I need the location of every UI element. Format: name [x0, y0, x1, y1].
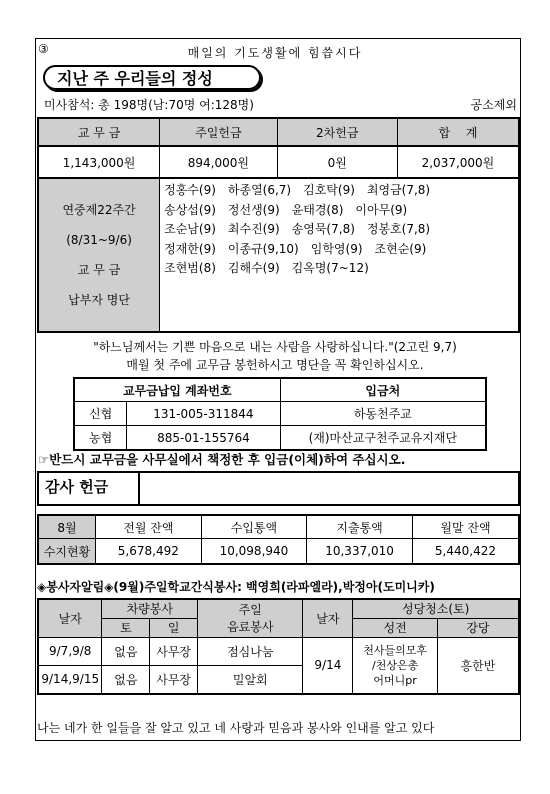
finance-month-label: 8월 — [38, 515, 96, 539]
finance-status-label: 수지현황 — [38, 539, 96, 565]
finance-header-cell: 월말 잔액 — [412, 515, 519, 539]
clean-hall: 흥한반 — [437, 637, 519, 694]
finance-value-cell: 5,678,492 — [96, 539, 202, 565]
hall-header: 강당 — [437, 618, 519, 637]
offering-table — [37, 117, 520, 333]
volunteer-header-row — [38, 599, 519, 618]
volunteer-sun: 사무장 — [150, 665, 198, 694]
account-holder-header: 입금처 — [280, 378, 486, 402]
footer-verse: 나는 네가 한 일들을 잘 알고 있고 네 사랑과 믿음과 봉사와 인내를 알고 있다 — [37, 721, 435, 735]
account-holder: (재)마산교구천주교유지재단 — [280, 426, 486, 451]
finance-header-cell: 수입통액 — [201, 515, 307, 539]
account-holder: 하동천주교 — [280, 402, 486, 426]
volunteer-row — [38, 637, 519, 665]
sanctuary-header: 성전 — [353, 618, 438, 637]
finance-value-cell: 10,337,010 — [307, 539, 413, 565]
attendance-summary: 미사참석: 총 198명(남:70명 여:128명) — [44, 98, 254, 112]
offering-amount-cell: 2,037,000원 — [397, 146, 519, 178]
finance-table — [37, 514, 520, 565]
donor-line: 정홍수(9) 하종열(6,7) 김호탁(9) 최영금(7,8) — [164, 183, 431, 197]
donor-line: 송상섭(9) 정선생(9) 윤태경(8) 이아무(9) — [164, 202, 408, 217]
volunteer-table — [37, 598, 520, 695]
finance-header-cell: 지출통액 — [307, 515, 413, 539]
offering-amount-cell: 894,000원 — [160, 146, 278, 178]
header-slogan: 매일의 기도생활에 힘씁시다 — [187, 46, 363, 60]
sun-header: 일 — [150, 618, 198, 637]
account-header: 교무금납입 계좌번호 — [74, 378, 280, 402]
offering-amount-cell: 0원 — [277, 146, 397, 178]
date-header: 날자 — [38, 599, 102, 637]
volunteer-drinks: 밀알회 — [198, 665, 303, 694]
bank-name: 농협 — [74, 426, 127, 451]
volunteer-sat: 없음 — [102, 637, 150, 665]
finance-value-cell: 5,440,422 — [412, 539, 519, 565]
clean-sanctuary: 천사들의모후 /천상은총 어머니pr — [353, 637, 438, 694]
offering-header-cell: 합 계 — [397, 118, 519, 146]
thanks-offering-label: 감사 헌금 — [37, 471, 140, 506]
donor-line: 조현범(8) 김해수(9) 김옥명(7~12) — [164, 261, 369, 275]
section-title: 지난 주 우리들의 정성 — [43, 65, 261, 90]
volunteer-sat: 없음 — [102, 665, 150, 694]
offering-header-cell: 교 무 금 — [38, 118, 160, 146]
donor-row — [38, 178, 519, 332]
account-header-row — [74, 378, 486, 402]
account-row — [74, 426, 486, 451]
finance-header-cell: 전월 잔액 — [96, 515, 202, 539]
donor-line: 정재한(9) 이종규(9,10) 임학영(9) 조현순(9) — [164, 241, 427, 256]
offering-header-row — [38, 118, 519, 146]
offering-amount-row — [38, 146, 519, 178]
account-number: 885-01-155764 — [127, 426, 280, 451]
donor-line: 조순남(9) 최수진(9) 송영묵(7,8) 정봉호(7,8) — [164, 222, 431, 236]
finance-value-row — [38, 539, 519, 565]
volunteer-title: ◈봉사자알림◈(9월)주일학교간식봉사: 백영희(라파엘라),박정아(도미니카) — [37, 580, 435, 594]
offering-amount-cell: 1,143,000원 — [38, 146, 160, 178]
finance-value-cell: 10,098,940 — [201, 539, 307, 565]
volunteer-sun: 사무장 — [150, 637, 198, 665]
date2-header: 날자 — [303, 599, 353, 637]
sat-header: 토 — [102, 618, 150, 637]
drinks-header: 주일 음료봉사 — [198, 599, 303, 637]
scripture-quote: "하느님께서는 기쁜 마음으로 내는 사람을 사랑하십니다."(2고린 9,7) 매월 첫 주에 교무금 봉헌하시고 명단을 꼭 확인하십시오. — [93, 340, 457, 372]
offering-header-cell: 2차헌금 — [277, 118, 397, 146]
exclusion-note: 공소제외 — [470, 98, 517, 112]
finance-header-row — [38, 515, 519, 539]
cleaning-header: 성당청소(토) — [353, 599, 519, 618]
page-number: ③ — [38, 42, 49, 56]
payment-notice: ☞반드시 교무금을 사무실에서 책정한 후 입금(이체)하여 주십시오. — [38, 452, 406, 467]
offering-header-cell: 주일헌금 — [160, 118, 278, 146]
donor-list-label: 연중제22주간 (8/31~9/6) 교 무 금 납부자 명단 — [38, 178, 160, 332]
volunteer-drinks: 점심나눔 — [198, 637, 303, 665]
account-number: 131-005-311844 — [127, 402, 280, 426]
donor-names — [160, 178, 519, 332]
volunteer-date: 9/7,9/8 — [38, 637, 102, 665]
clean-date: 9/14 — [303, 637, 353, 694]
account-row — [74, 402, 486, 426]
vehicle-header: 차량봉사 — [102, 599, 198, 618]
account-table — [73, 377, 487, 451]
bank-name: 신협 — [74, 402, 127, 426]
volunteer-date: 9/14,9/15 — [38, 665, 102, 694]
